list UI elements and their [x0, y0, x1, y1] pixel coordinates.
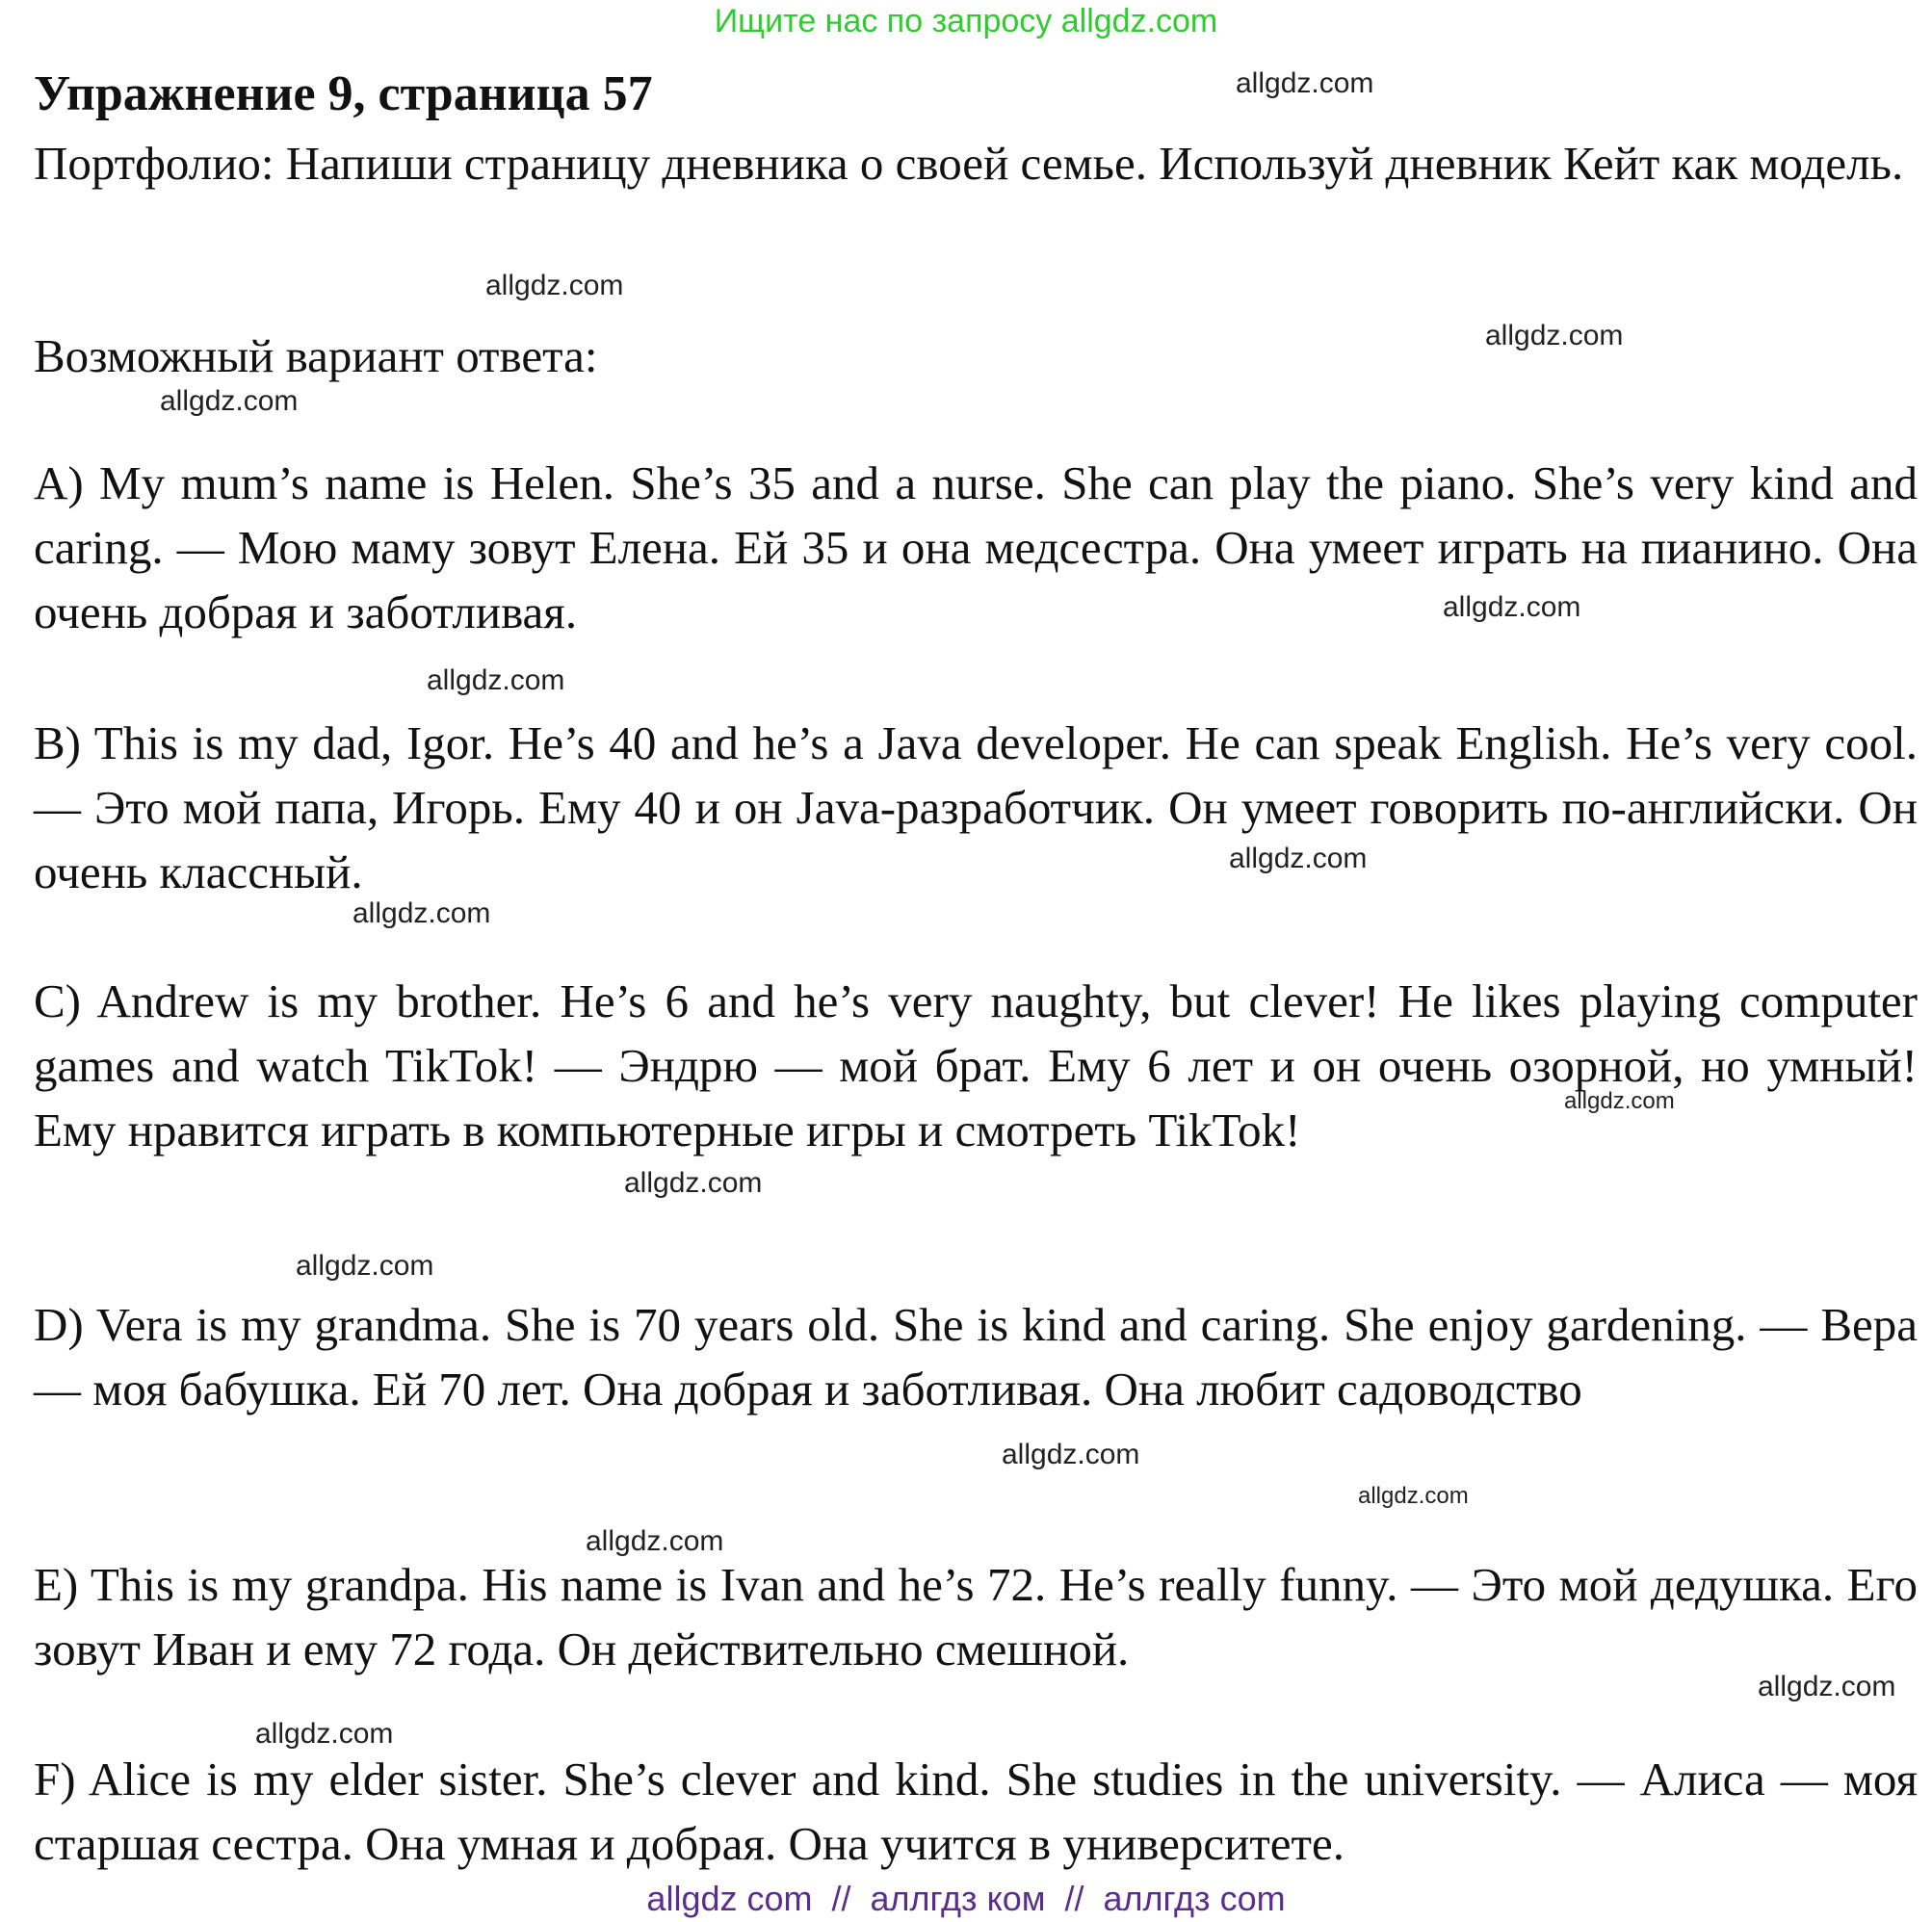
watermark: allgdz.com — [296, 1250, 434, 1282]
task-text: Портфолио: Напиши страницу дневника о своей семье. Используй дневник Кейт как модель. — [34, 137, 1904, 190]
watermark: allgdz.com — [352, 897, 491, 929]
paragraph-a: A) My mum’s name is Helen. She’s 35 and a nurse. She can play the piano. She’s very kind and caring. — Мою маму зовут Елена. Ей 35 и она медсестра. Она умеет играть на пианино. Она очень добрая и заботливая. — [34, 456, 1918, 638]
search-banner[interactable]: Ищите нас по запросу allgdz.com — [714, 3, 1218, 39]
watermark: allgdz.com — [1229, 843, 1368, 874]
watermark: allgdz.com — [160, 385, 299, 417]
watermark: allgdz.com — [1236, 67, 1374, 99]
footer-links[interactable]: allgdz com // аллгдз ком // аллгдз com — [646, 1879, 1286, 1918]
watermark: allgdz.com — [485, 270, 624, 301]
watermark: allgdz.com — [1358, 1483, 1469, 1509]
watermark: allgdz.com — [1564, 1088, 1675, 1114]
watermark: allgdz.com — [1002, 1439, 1140, 1470]
paragraph-b: B) This is my dad, Igor. He’s 40 and he’s a Java developer. He can speak English. He’s very cool. — Это мой папа, Игорь. Ему 40 и он Java-разработчик. Он умеет говорить по-английски. Он очень классный. — [34, 716, 1918, 898]
watermark: allgdz.com — [255, 1718, 394, 1750]
watermark: allgdz.com — [586, 1525, 724, 1557]
paragraph-f: F) Alice is my elder sister. She’s clever and kind. She studies in the university. — Алиса — моя старшая сестра. Она умная и добрая. Она учится в университете. — [34, 1753, 1918, 1870]
exercise-title: Упражнение 9, страница 57 — [34, 66, 653, 121]
watermark: allgdz.com — [1758, 1671, 1896, 1702]
answer-label: Возможный вариант ответа: — [34, 329, 598, 382]
watermark: allgdz.com — [1485, 320, 1624, 351]
watermark: allgdz.com — [1443, 591, 1581, 623]
paragraph-d: D) Vera is my grandma. She is 70 years old. She is kind and caring. She enjoy gardening. — Вера — моя бабушка. Ей 70 лет. Она добрая и заботливая. Она любит садоводство — [34, 1298, 1918, 1416]
watermark: allgdz.com — [624, 1167, 763, 1199]
watermark: allgdz.com — [427, 664, 565, 696]
paragraph-c: C) Andrew is my brother. He’s 6 and he’s very naughty, but clever! He likes playing computer games and watch TikTok! — Эндрю — мой брат. Ему 6 лет и он очень озорной, но умный! Ему нравится играть в компьютерные игры и смотреть TikTok! — [34, 974, 1918, 1156]
paragraph-e: E) This is my grandpa. His name is Ivan and he’s 72. He’s really funny. — Это мой дедушка. Его зовут Иван и ему 72 года. Он действительно смешной. — [34, 1558, 1918, 1675]
